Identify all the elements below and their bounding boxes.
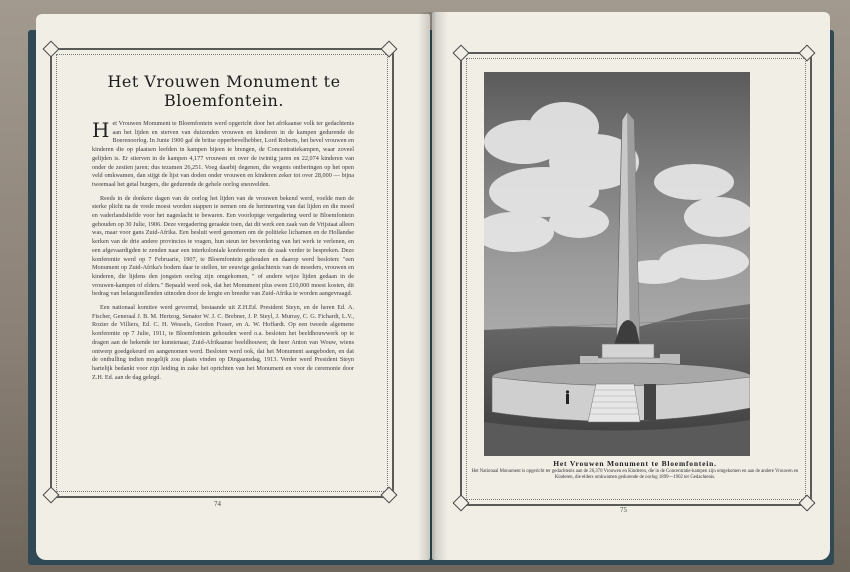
monument-photograph — [484, 72, 750, 456]
paragraph-text: et Vrouwen Monument te Bloemfontein werd opgericht door het afrikaanse volk ter gedachtenis aan het lijden en sterven van duizenden vrouwen en kinderen in de kampen gedurende de Boerenoorlog. In Junie 1900 gaf de britse opperbevelhebber, Lord Roberts, het bevel vrouwen en kinderen die op plaatsen leefden in kampen bijeen te brengen, de Concentratiekampen, waar zoveel gelijden is. Er stierven in de kampen 4,177 vrouwen en over de twintig jaren en 22,074 kinderen van onder de zestien jaren; dus tezamen 26,251. Voeg daarbij degenen, die wegens ontberingen op het open veld omkwamen, dan stijgt de lijst van doden onder vrouwen en kinderen zeker tot over 28,000 — bijna tweemaal het getal burgers, die gedurende de gehele oorlog sneuvelden. — [92, 120, 354, 188]
paragraph — [92, 120, 354, 190]
photo-caption-title: Het Vrouwen Monument te Bloemfontein. — [553, 459, 717, 468]
monument-illustration — [484, 72, 750, 456]
photo-caption: Het Nationaal Monument is opgericht ter gedachtenis aan de 26,370 Vrouwen en Kinderen, die in de Concentratie-kampen zijn omgekomen en aan de andere Vrouwen en Kinderen, die elders omkwamen gedurende de oorlog 1899—1902 ter Gedachtenis. — [471, 469, 799, 480]
page-number-right: 75 — [620, 506, 627, 514]
article-body — [92, 120, 354, 495]
article-title — [100, 72, 348, 110]
paragraph: Reeds in de donkere dagen van de oorlog het lijden van de vrouwen bekend werd, voelde men de sterke plicht na de vrede moest worden stappen te nemen om de herinnering van dat lijden en die moed en vaderlandsliefde voor het nageslacht te bewaren. Een voorlopige vergadering werd te Bloemfontein gehouden op 30 Julie, 1906. Deze vergadering geraakte toen, dat dit werk een zaak van de Vrijstaat alleen was, maar voor gans Zuid-Afrika. Een besluit werd genomen om de politieke lichamen en de Hollandse kerken van de drie andere provincies te vragen, hun steun ter bevordering van het werk te verlenen, en een afgevaardigden te zenden naar een interkoloniale konferentie om de zaak verder te bespreken. Deze konferentie werd op 7 Februarie, 1907, te Bloemfontein gehouden en daarop werd besloten: "een Monument op Zuid-Afrika's bodem daar te stellen, ter eeuwige gedachtenis van de moeders, vrouwen en kinderen, die lijdens den jongsten oorlog zijn omgekomen, " of andere wijze lijden gedaan in de vrouwen-kampen of elders." Bepaald werd ook, dat het Monument plus ewen £10,000 moest kosten, dit bedrag van belangstellenden uitnoden door de lengte en breedte van Zuid-Afrika te worden aangevraagd. — [92, 194, 354, 298]
page-number-left: 74 — [214, 500, 221, 508]
paragraph: Een nationaal komitee werd gevormd, bestaande uit Z.H.Ed. President Steyn, en de heren Ed. A. Fischer, Generaal J. B. M. Hertzog, Senator W. J. C. Brebner, J. P. Steyl, J. Murray, C. G. Fichardt, L.V., Rozier de Villiers, Ed. C. H. Wessels, Gordon Fraser, en A. W. Hoffardt. Op een tweede algemene konferentie op 7 Julie, 1911, te Bloemfontein gehouden werd o.a. besloten het beeldhouwwerk op te dragen aan de bekende ter kunstenaar, Zuid-Afrikaanse beeldhouwer, de heer Anton van Wouw, wiens ontwerp goedgekeurd en aangenomen werd. Besloten werd ook, dat het Monument aangeboden, en dat de onthulling indien mogelijk zou plaats vinden op Dingaansdag, 1913. Verder werd President Steyn hartelijk bedankt voor zijn leiding in zake het oprichten van het Monument en voor de ceremonie door Z.H. Ed. aan de dag gelegd. — [92, 304, 354, 381]
book-gutter — [418, 12, 448, 560]
title-line-2: Bloemfontein. — [164, 91, 284, 110]
drop-cap: H — [92, 120, 110, 142]
title-line-1: Het Vrouwen Monument te — [107, 72, 341, 91]
